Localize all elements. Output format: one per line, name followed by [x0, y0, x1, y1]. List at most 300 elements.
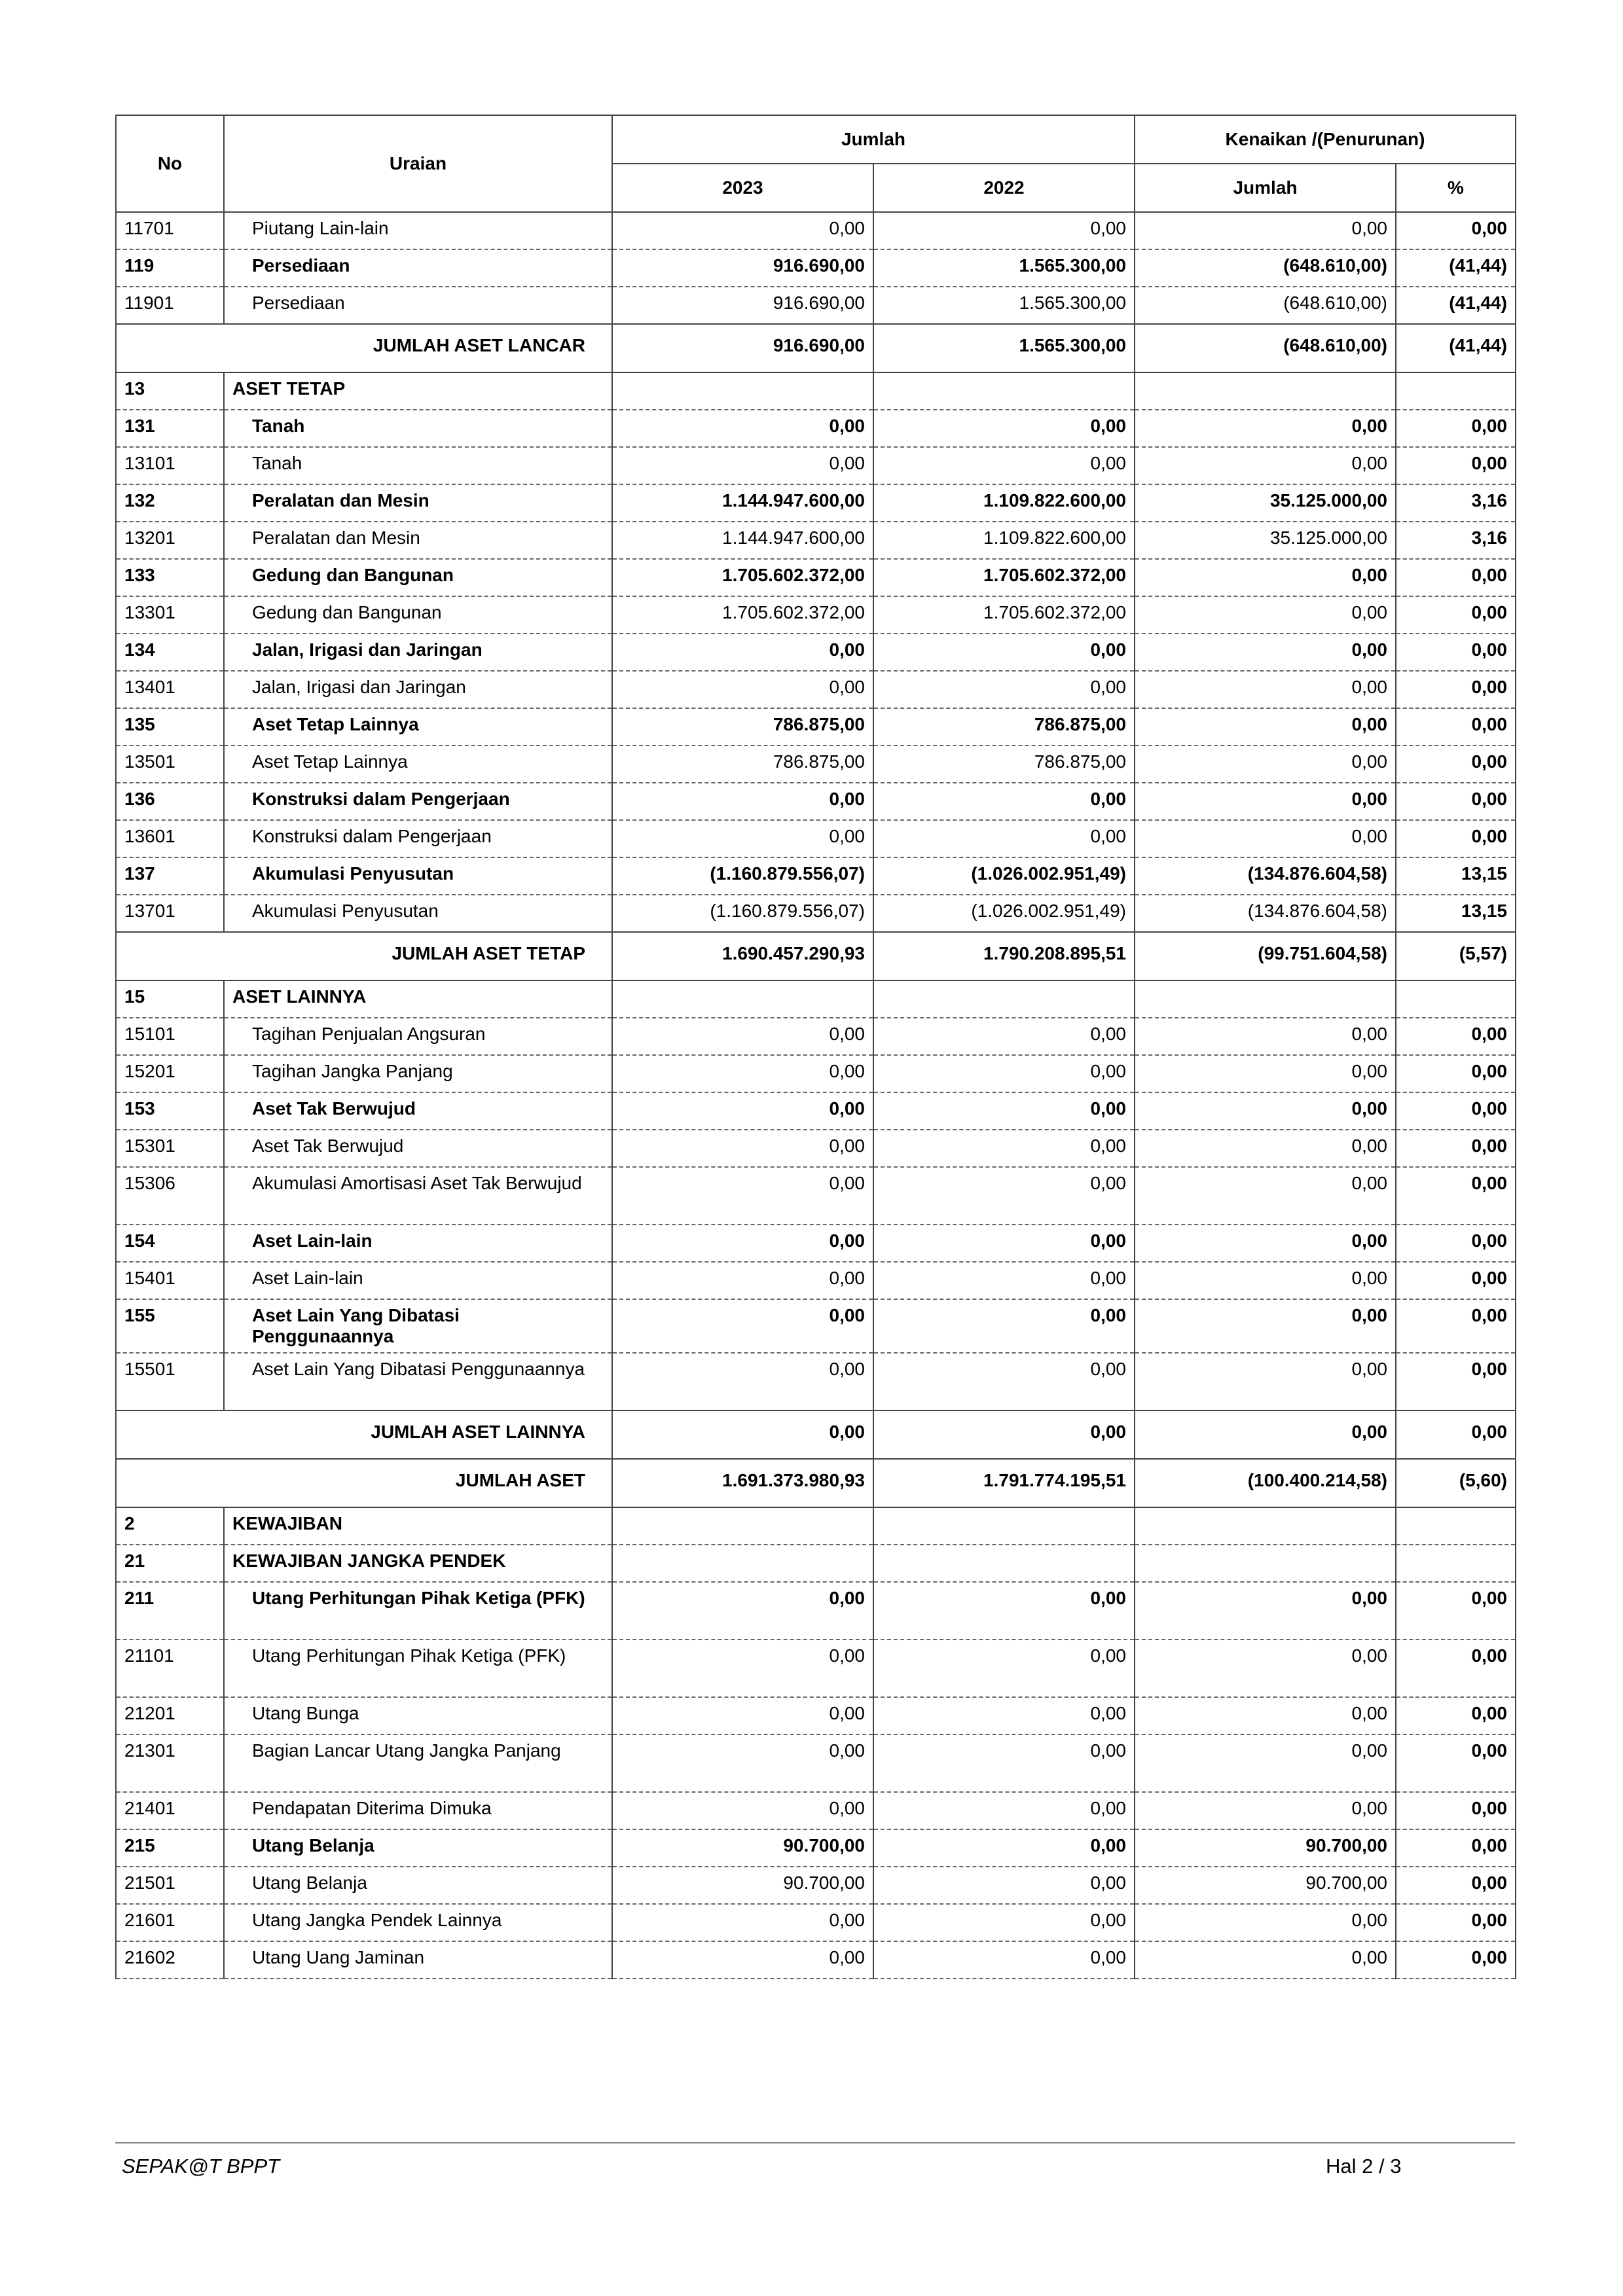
cell-2023: 0,00 — [612, 1640, 873, 1697]
cell-2023: 0,00 — [612, 1055, 873, 1092]
cell-no: 11901 — [116, 287, 224, 324]
cell-uraian: Aset Tak Berwujud — [224, 1130, 612, 1167]
cell-jumlah: (648.610,00) — [1135, 324, 1396, 372]
cell-2023: 1.705.602.372,00 — [612, 596, 873, 634]
cell-percent: 0,00 — [1396, 447, 1516, 484]
cell-percent: 0,00 — [1396, 1734, 1516, 1792]
cell-no: 21201 — [116, 1697, 224, 1734]
table-row — [116, 522, 1516, 559]
section-row — [116, 1545, 1516, 1582]
cell-no: 21501 — [116, 1867, 224, 1904]
header-uraian: Uraian — [224, 115, 612, 212]
cell-uraian: Akumulasi Penyusutan — [224, 895, 612, 932]
cell-2022: 0,00 — [873, 1904, 1135, 1941]
cell-jumlah: 0,00 — [1135, 1130, 1396, 1167]
cell-uraian: Utang Bunga — [224, 1697, 612, 1734]
cell-no: 21301 — [116, 1734, 224, 1792]
cell-2022: 0,00 — [873, 1018, 1135, 1055]
cell-2022: 786.875,00 — [873, 745, 1135, 783]
cell-uraian: ASET TETAP — [224, 372, 612, 410]
cell-no: 13501 — [116, 745, 224, 783]
cell-uraian: Akumulasi Penyusutan — [224, 857, 612, 895]
cell-jumlah: 0,00 — [1135, 559, 1396, 596]
cell-2023: 0,00 — [612, 1941, 873, 1979]
cell-2023: 0,00 — [612, 1262, 873, 1299]
cell-jumlah: (99.751.604,58) — [1135, 932, 1396, 980]
cell-2022: 0,00 — [873, 1792, 1135, 1829]
cell-percent: 0,00 — [1396, 708, 1516, 745]
cell-jumlah: 35.125.000,00 — [1135, 522, 1396, 559]
cell-2023: 0,00 — [612, 1697, 873, 1734]
cell-percent: 3,16 — [1396, 522, 1516, 559]
cell-2022: (1.026.002.951,49) — [873, 895, 1135, 932]
table-row — [116, 783, 1516, 820]
table-row — [116, 895, 1516, 932]
cell-uraian: ASET LAINNYA — [224, 980, 612, 1018]
cell-no: 21401 — [116, 1792, 224, 1829]
cell-2023: 0,00 — [612, 1130, 873, 1167]
cell-no: 154 — [116, 1225, 224, 1262]
cell-2022: 0,00 — [873, 1941, 1135, 1979]
cell-jumlah: 0,00 — [1135, 1941, 1396, 1979]
cell-jumlah: 0,00 — [1135, 447, 1396, 484]
table-row — [116, 1640, 1516, 1697]
cell-percent: 3,16 — [1396, 484, 1516, 522]
cell-uraian: Aset Tetap Lainnya — [224, 745, 612, 783]
cell-uraian: Utang Belanja — [224, 1829, 612, 1867]
cell-percent: 0,00 — [1396, 1092, 1516, 1130]
cell-no: 21602 — [116, 1941, 224, 1979]
cell-2022: 1.565.300,00 — [873, 287, 1135, 324]
cell-uraian: KEWAJIBAN JANGKA PENDEK — [224, 1545, 612, 1582]
table-row — [116, 1792, 1516, 1829]
cell-percent: (41,44) — [1396, 287, 1516, 324]
header-2022: 2022 — [873, 164, 1135, 212]
cell-jumlah: 0,00 — [1135, 820, 1396, 857]
cell-2023: (1.160.879.556,07) — [612, 857, 873, 895]
cell-empty — [873, 1507, 1135, 1545]
cell-jumlah: 0,00 — [1135, 1734, 1396, 1792]
cell-2023: 0,00 — [612, 1792, 873, 1829]
cell-jumlah: 0,00 — [1135, 1640, 1396, 1697]
cell-2022: 0,00 — [873, 212, 1135, 249]
cell-v2022: 1.790.208.895,51 — [873, 932, 1135, 980]
cell-2022: 0,00 — [873, 1092, 1135, 1130]
cell-2022: 1.705.602.372,00 — [873, 596, 1135, 634]
header-no: No — [116, 115, 224, 212]
cell-jumlah: 0,00 — [1135, 1225, 1396, 1262]
cell-empty — [612, 1545, 873, 1582]
cell-2023: 0,00 — [612, 783, 873, 820]
cell-no: 13301 — [116, 596, 224, 634]
cell-uraian: Peralatan dan Mesin — [224, 484, 612, 522]
cell-2022: 0,00 — [873, 634, 1135, 671]
cell-percent: 0,00 — [1396, 410, 1516, 447]
cell-jumlah: 0,00 — [1135, 708, 1396, 745]
cell-2022: 0,00 — [873, 1582, 1135, 1640]
cell-no: 13 — [116, 372, 224, 410]
cell-uraian: Konstruksi dalam Pengerjaan — [224, 783, 612, 820]
cell-2022: 0,00 — [873, 1697, 1135, 1734]
cell-uraian: Tagihan Penjualan Angsuran — [224, 1018, 612, 1055]
cell-v2022: 1.565.300,00 — [873, 324, 1135, 372]
cell-2023: 0,00 — [612, 212, 873, 249]
cell-percent: 0,00 — [1396, 1055, 1516, 1092]
cell-2023: 1.705.602.372,00 — [612, 559, 873, 596]
cell-no: 11701 — [116, 212, 224, 249]
cell-jumlah: 90.700,00 — [1135, 1867, 1396, 1904]
cell-2022: 0,00 — [873, 1640, 1135, 1697]
cell-2023: (1.160.879.556,07) — [612, 895, 873, 932]
cell-percent: 0,00 — [1396, 1299, 1516, 1353]
cell-uraian: Persediaan — [224, 287, 612, 324]
cell-empty — [1396, 1545, 1516, 1582]
cell-uraian: Gedung dan Bangunan — [224, 559, 612, 596]
cell-jumlah: 0,00 — [1135, 1055, 1396, 1092]
table-row — [116, 1225, 1516, 1262]
cell-percent: 0,00 — [1396, 559, 1516, 596]
cell-no: 211 — [116, 1582, 224, 1640]
cell-2022: 1.705.602.372,00 — [873, 559, 1135, 596]
header-percent: % — [1396, 164, 1516, 212]
cell-percent: 0,00 — [1396, 1582, 1516, 1640]
cell-jumlah: 90.700,00 — [1135, 1829, 1396, 1867]
table-row — [116, 287, 1516, 324]
cell-pct: (5,57) — [1396, 932, 1516, 980]
cell-uraian: Pendapatan Diterima Dimuka — [224, 1792, 612, 1829]
cell-uraian: Utang Jangka Pendek Lainnya — [224, 1904, 612, 1941]
table-row — [116, 1904, 1516, 1941]
cell-2023: 1.144.947.600,00 — [612, 522, 873, 559]
table-row — [116, 1262, 1516, 1299]
cell-2023: 0,00 — [612, 1582, 873, 1640]
table-row — [116, 1697, 1516, 1734]
cell-percent: 13,15 — [1396, 857, 1516, 895]
cell-percent: (41,44) — [1396, 249, 1516, 287]
cell-uraian: Utang Perhitungan Pihak Ketiga (PFK) — [224, 1640, 612, 1697]
cell-uraian: Peralatan dan Mesin — [224, 522, 612, 559]
cell-2022: 1.565.300,00 — [873, 249, 1135, 287]
cell-2022: 0,00 — [873, 410, 1135, 447]
cell-no: 119 — [116, 249, 224, 287]
cell-2022: 0,00 — [873, 1167, 1135, 1225]
cell-percent: 0,00 — [1396, 1792, 1516, 1829]
table-row — [116, 1582, 1516, 1640]
cell-percent: 0,00 — [1396, 1867, 1516, 1904]
cell-jumlah: 0,00 — [1135, 671, 1396, 708]
cell-2023: 0,00 — [612, 410, 873, 447]
cell-2022: 0,00 — [873, 1055, 1135, 1092]
cell-2023: 90.700,00 — [612, 1829, 873, 1867]
cell-jumlah: (100.400.214,58) — [1135, 1459, 1396, 1507]
cell-empty — [612, 980, 873, 1018]
cell-uraian: Tanah — [224, 410, 612, 447]
cell-empty — [1135, 1545, 1396, 1582]
cell-jumlah: 0,00 — [1135, 1167, 1396, 1225]
cell-percent: 0,00 — [1396, 212, 1516, 249]
cell-empty — [1396, 1507, 1516, 1545]
cell-percent: 0,00 — [1396, 1941, 1516, 1979]
cell-v2023: 1.690.457.290,93 — [612, 932, 873, 980]
cell-uraian: KEWAJIBAN — [224, 1507, 612, 1545]
cell-no: 15201 — [116, 1055, 224, 1092]
cell-uraian: Konstruksi dalam Pengerjaan — [224, 820, 612, 857]
cell-no: 21601 — [116, 1904, 224, 1941]
cell-uraian: Tagihan Jangka Panjang — [224, 1055, 612, 1092]
cell-jumlah: 0,00 — [1135, 1697, 1396, 1734]
cell-no: 2 — [116, 1507, 224, 1545]
cell-2022: 0,00 — [873, 671, 1135, 708]
cell-uraian: Jalan, Irigasi dan Jaringan — [224, 634, 612, 671]
cell-empty — [612, 1507, 873, 1545]
cell-percent: 0,00 — [1396, 1262, 1516, 1299]
cell-empty — [1396, 980, 1516, 1018]
cell-empty — [873, 372, 1135, 410]
table-header — [116, 115, 1516, 212]
cell-2022: 0,00 — [873, 1353, 1135, 1410]
cell-empty — [612, 372, 873, 410]
table-row — [116, 559, 1516, 596]
cell-uraian: Aset Lain-lain — [224, 1225, 612, 1262]
cell-no: 153 — [116, 1092, 224, 1130]
cell-no: 133 — [116, 559, 224, 596]
cell-no: 13101 — [116, 447, 224, 484]
cell-uraian: Utang Belanja — [224, 1867, 612, 1904]
cell-2023: 0,00 — [612, 447, 873, 484]
cell-uraian: Jalan, Irigasi dan Jaringan — [224, 671, 612, 708]
cell-pct: 0,00 — [1396, 1410, 1516, 1459]
cell-no: 15 — [116, 980, 224, 1018]
cell-no: 137 — [116, 857, 224, 895]
table-row — [116, 447, 1516, 484]
cell-jumlah: 0,00 — [1135, 1299, 1396, 1353]
cell-no: 15401 — [116, 1262, 224, 1299]
cell-pct: (5,60) — [1396, 1459, 1516, 1507]
cell-percent: 0,00 — [1396, 783, 1516, 820]
cell-percent: 0,00 — [1396, 671, 1516, 708]
cell-2023: 786.875,00 — [612, 708, 873, 745]
cell-2022: 0,00 — [873, 1867, 1135, 1904]
cell-jumlah: 0,00 — [1135, 1018, 1396, 1055]
cell-percent: 0,00 — [1396, 1697, 1516, 1734]
cell-uraian: Piutang Lain-lain — [224, 212, 612, 249]
cell-uraian: Aset Tak Berwujud — [224, 1092, 612, 1130]
cell-percent: 0,00 — [1396, 634, 1516, 671]
footer-app-name: SEPAK@T BPPT — [122, 2155, 280, 2178]
cell-no: 15306 — [116, 1167, 224, 1225]
table-row — [116, 410, 1516, 447]
cell-2023: 916.690,00 — [612, 249, 873, 287]
cell-no: 15101 — [116, 1018, 224, 1055]
table-row — [116, 249, 1516, 287]
cell-uraian: Aset Lain-lain — [224, 1262, 612, 1299]
cell-jumlah: 0,00 — [1135, 1092, 1396, 1130]
table-row — [116, 745, 1516, 783]
cell-uraian: Aset Lain Yang Dibatasi Penggunaannya — [224, 1299, 612, 1353]
total-row — [116, 1459, 1516, 1507]
cell-2022: 0,00 — [873, 1299, 1135, 1353]
header-kenaikan: Kenaikan /(Penurunan) — [1135, 115, 1516, 164]
footer-divider — [115, 2142, 1515, 2144]
cell-2023: 1.144.947.600,00 — [612, 484, 873, 522]
cell-percent: 13,15 — [1396, 895, 1516, 932]
cell-percent: 0,00 — [1396, 1640, 1516, 1697]
cell-jumlah: 0,00 — [1135, 212, 1396, 249]
cell-uraian: Bagian Lancar Utang Jangka Panjang — [224, 1734, 612, 1792]
cell-2023: 0,00 — [612, 671, 873, 708]
table-row — [116, 1167, 1516, 1225]
cell-uraian: Gedung dan Bangunan — [224, 596, 612, 634]
cell-uraian: Utang Uang Jaminan — [224, 1941, 612, 1979]
table-row — [116, 708, 1516, 745]
total-row — [116, 932, 1516, 980]
cell-jumlah: (648.610,00) — [1135, 287, 1396, 324]
cell-2023: 0,00 — [612, 1904, 873, 1941]
cell-uraian: Aset Tetap Lainnya — [224, 708, 612, 745]
cell-2023: 916.690,00 — [612, 287, 873, 324]
cell-no: 134 — [116, 634, 224, 671]
cell-2022: 0,00 — [873, 1130, 1135, 1167]
cell-jumlah: 35.125.000,00 — [1135, 484, 1396, 522]
table-row — [116, 484, 1516, 522]
header-2023: 2023 — [612, 164, 873, 212]
cell-empty — [873, 980, 1135, 1018]
cell-v2023: 916.690,00 — [612, 324, 873, 372]
section-row — [116, 1507, 1516, 1545]
cell-percent: 0,00 — [1396, 1018, 1516, 1055]
cell-no: 13201 — [116, 522, 224, 559]
cell-percent: 0,00 — [1396, 745, 1516, 783]
table-row — [116, 1941, 1516, 1979]
cell-jumlah: 0,00 — [1135, 1410, 1396, 1459]
total-row — [116, 1410, 1516, 1459]
table-row — [116, 1055, 1516, 1092]
cell-no: 21101 — [116, 1640, 224, 1697]
cell-no: 132 — [116, 484, 224, 522]
table-row — [116, 634, 1516, 671]
cell-no: 135 — [116, 708, 224, 745]
footer-page-number: Hal 2 / 3 — [1326, 2155, 1402, 2178]
total-label: JUMLAH ASET LANCAR — [116, 324, 612, 372]
table-row — [116, 212, 1516, 249]
balance-sheet-table — [115, 115, 1516, 1979]
cell-no: 21 — [116, 1545, 224, 1582]
cell-2022: 1.109.822.600,00 — [873, 522, 1135, 559]
cell-2023: 0,00 — [612, 820, 873, 857]
table-row — [116, 1829, 1516, 1867]
cell-uraian: Akumulasi Amortisasi Aset Tak Berwujud — [224, 1167, 612, 1225]
cell-2023: 786.875,00 — [612, 745, 873, 783]
cell-2023: 0,00 — [612, 1018, 873, 1055]
cell-no: 13601 — [116, 820, 224, 857]
cell-no: 15301 — [116, 1130, 224, 1167]
cell-percent: 0,00 — [1396, 1904, 1516, 1941]
cell-empty — [1135, 372, 1396, 410]
cell-2022: (1.026.002.951,49) — [873, 857, 1135, 895]
cell-2022: 786.875,00 — [873, 708, 1135, 745]
cell-uraian: Utang Perhitungan Pihak Ketiga (PFK) — [224, 1582, 612, 1640]
cell-2022: 0,00 — [873, 820, 1135, 857]
cell-2022: 0,00 — [873, 1262, 1135, 1299]
cell-percent: 0,00 — [1396, 596, 1516, 634]
header-jumlah: Jumlah — [612, 115, 1135, 164]
cell-no: 15501 — [116, 1353, 224, 1410]
cell-2022: 0,00 — [873, 447, 1135, 484]
cell-2022: 0,00 — [873, 1829, 1135, 1867]
table-row — [116, 1130, 1516, 1167]
table-row — [116, 1734, 1516, 1792]
table-row — [116, 820, 1516, 857]
cell-2022: 0,00 — [873, 783, 1135, 820]
cell-percent: 0,00 — [1396, 820, 1516, 857]
cell-2023: 90.700,00 — [612, 1867, 873, 1904]
cell-no: 215 — [116, 1829, 224, 1867]
cell-2022: 0,00 — [873, 1734, 1135, 1792]
cell-jumlah: 0,00 — [1135, 1904, 1396, 1941]
total-label: JUMLAH ASET — [116, 1459, 612, 1507]
cell-jumlah: 0,00 — [1135, 634, 1396, 671]
table-row — [116, 596, 1516, 634]
table-row — [116, 1299, 1516, 1353]
total-label: JUMLAH ASET TETAP — [116, 932, 612, 980]
cell-jumlah: (134.876.604,58) — [1135, 857, 1396, 895]
cell-pct: (41,44) — [1396, 324, 1516, 372]
cell-empty — [1135, 980, 1396, 1018]
header-jumlah-change: Jumlah — [1135, 164, 1396, 212]
total-row — [116, 324, 1516, 372]
cell-v2022: 0,00 — [873, 1410, 1135, 1459]
table-row — [116, 857, 1516, 895]
cell-jumlah: 0,00 — [1135, 596, 1396, 634]
section-row — [116, 372, 1516, 410]
cell-2022: 1.109.822.600,00 — [873, 484, 1135, 522]
table-row — [116, 1018, 1516, 1055]
cell-2023: 0,00 — [612, 1092, 873, 1130]
cell-jumlah: 0,00 — [1135, 1792, 1396, 1829]
cell-v2022: 1.791.774.195,51 — [873, 1459, 1135, 1507]
total-label: JUMLAH ASET LAINNYA — [116, 1410, 612, 1459]
table-row — [116, 1092, 1516, 1130]
cell-2023: 0,00 — [612, 1734, 873, 1792]
cell-no: 13701 — [116, 895, 224, 932]
cell-empty — [873, 1545, 1135, 1582]
cell-uraian: Tanah — [224, 447, 612, 484]
cell-jumlah: 0,00 — [1135, 745, 1396, 783]
cell-percent: 0,00 — [1396, 1829, 1516, 1867]
cell-uraian: Aset Lain Yang Dibatasi Penggunaannya — [224, 1353, 612, 1410]
cell-percent: 0,00 — [1396, 1167, 1516, 1225]
table-row — [116, 1867, 1516, 1904]
cell-jumlah: (134.876.604,58) — [1135, 895, 1396, 932]
cell-2023: 0,00 — [612, 1299, 873, 1353]
cell-v2023: 0,00 — [612, 1410, 873, 1459]
cell-jumlah: (648.610,00) — [1135, 249, 1396, 287]
cell-jumlah: 0,00 — [1135, 783, 1396, 820]
cell-v2023: 1.691.373.980,93 — [612, 1459, 873, 1507]
cell-empty — [1396, 372, 1516, 410]
cell-jumlah: 0,00 — [1135, 1582, 1396, 1640]
cell-no: 131 — [116, 410, 224, 447]
cell-percent: 0,00 — [1396, 1353, 1516, 1410]
cell-jumlah: 0,00 — [1135, 410, 1396, 447]
cell-percent: 0,00 — [1396, 1225, 1516, 1262]
cell-no: 136 — [116, 783, 224, 820]
cell-jumlah: 0,00 — [1135, 1262, 1396, 1299]
cell-no: 13401 — [116, 671, 224, 708]
cell-2023: 0,00 — [612, 1353, 873, 1410]
table-body — [116, 212, 1516, 1979]
table-row — [116, 1353, 1516, 1410]
